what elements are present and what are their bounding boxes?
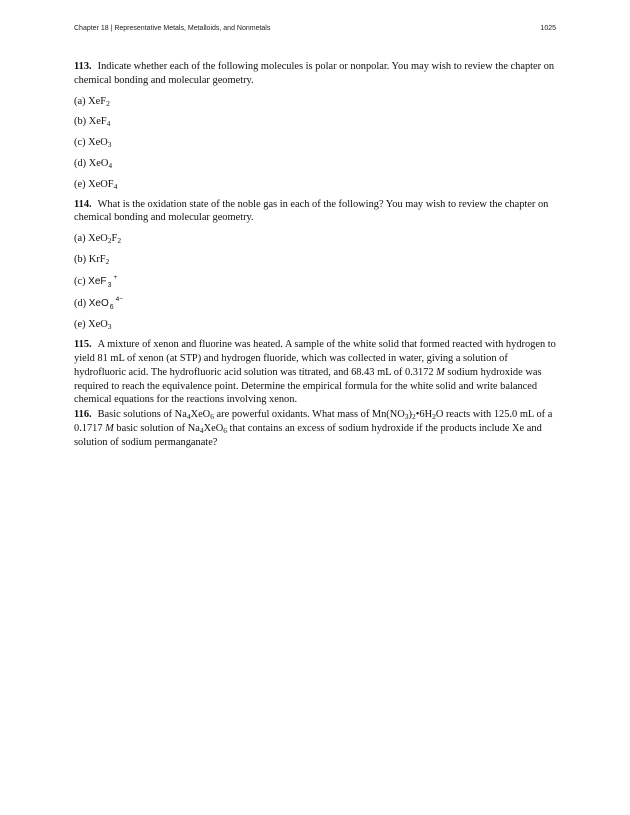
option-113-c [74,136,558,150]
charge: + [113,273,118,281]
molarity-symbol: M [436,366,445,378]
text: ) [408,409,412,421]
option-114-a [74,232,558,246]
option-113-b [74,115,558,129]
option-label: (e) [74,319,86,331]
molarity-symbol: M [105,422,114,434]
formula: XeF [88,95,107,107]
subscript: 2 [412,412,416,422]
question-115 [74,338,558,407]
formula: XeO [88,233,108,245]
option-113-a [74,95,558,109]
text: O reacts with 125.0 mL of a 0.1717 [74,409,553,434]
text: XeO [203,422,224,434]
subscript: 4 [113,181,118,191]
question-number: 115. [74,339,92,351]
option-label: (c) [74,137,86,149]
option-label: (c) [74,275,86,287]
text: basic solution of Na [113,422,200,434]
option-label: (b) [74,253,87,265]
option-label: (a) [74,95,86,107]
subscript: 3 [404,412,409,422]
option-114-b [74,253,558,267]
subscript: 2 [106,98,110,108]
subscript: 6 [109,303,114,311]
exercises [74,60,558,450]
option-113-d [74,157,558,171]
question-text: A mixture of xenon and fluorine was heated. A sample of the white solid that formed reacted with hydrogen to yield 81 mL of xenon (at STP) and hydrogen fluoride, which was collected in water, giving a solution of hydrofluoric acid. The hydrofluoric acid solution was titrated, and 68.43 mL of 0.3172 [74,339,556,378]
question-number: 113. [74,61,92,72]
option-label: (d) [74,157,87,169]
subscript: 2 [105,256,110,266]
question-114 [74,198,558,226]
charge: 4− [115,295,124,303]
subscript: 4 [108,160,113,170]
formula: XeO [88,297,109,309]
subscript: 2 [117,236,122,246]
text: •6H [415,409,433,421]
formula: XeF [88,116,107,128]
formula: F [111,233,118,245]
option-label: (a) [74,233,86,245]
question-113 [74,60,558,88]
formula: XeO [88,137,108,149]
subscript: 4 [106,119,111,129]
question-text-continued: sodium hydroxide was required to reach the equivalence point. Determine the empirical formula for the white solid and write balanced chemical equations for the reactions involving xenon. [74,366,542,406]
option-113-e [74,178,558,192]
text: that contains an excess of sodium hydroxide if the products include Xe and solution of sodium permanganate? [74,422,542,448]
text: XeO [190,409,211,421]
page-number: 1025 [540,25,556,32]
text: Basic solutions of Na [97,409,187,421]
subscript: 6 [210,412,214,422]
formula: XeF [88,275,107,287]
formula: XeO [88,157,109,169]
subscript: 3 [107,140,112,150]
subscript: 2 [107,236,112,246]
subscript: 2 [432,412,436,422]
question-number: 114. [74,198,92,210]
formula: KrF [88,253,106,265]
option-114-c [74,275,558,289]
option-label: (b) [74,116,87,128]
subscript: 3 [107,281,112,289]
chapter-title: Chapter 18 | Representative Metals, Metalloids, and Nonmetals [74,25,271,32]
question-116 [74,408,558,449]
subscript: 3 [107,322,112,332]
question-text: Indicate whether each of the following molecules is polar or nonpolar. You may wish to review the chapter on chemical bonding and molecular geometry. [74,61,555,86]
subscript: 4 [186,412,191,422]
option-114-d [74,297,558,311]
option-label: (d) [74,297,87,309]
option-114-e [74,318,558,332]
subscript: 4 [199,425,204,435]
ion-formula [88,295,124,311]
subscript: 6 [223,425,227,435]
question-number: 116. [74,409,92,421]
formula: XeO [88,319,108,331]
page-header [74,25,556,32]
option-label: (e) [74,178,86,190]
ion-formula [88,273,118,289]
question-text: What is the oxidation state of the noble gas in each of the following? You may wish to review the chapter on chemical bonding and molecular geometry. [74,198,549,224]
text: are powerful oxidants. What mass of Mn(NO [213,409,405,421]
formula: XeOF [88,178,114,190]
